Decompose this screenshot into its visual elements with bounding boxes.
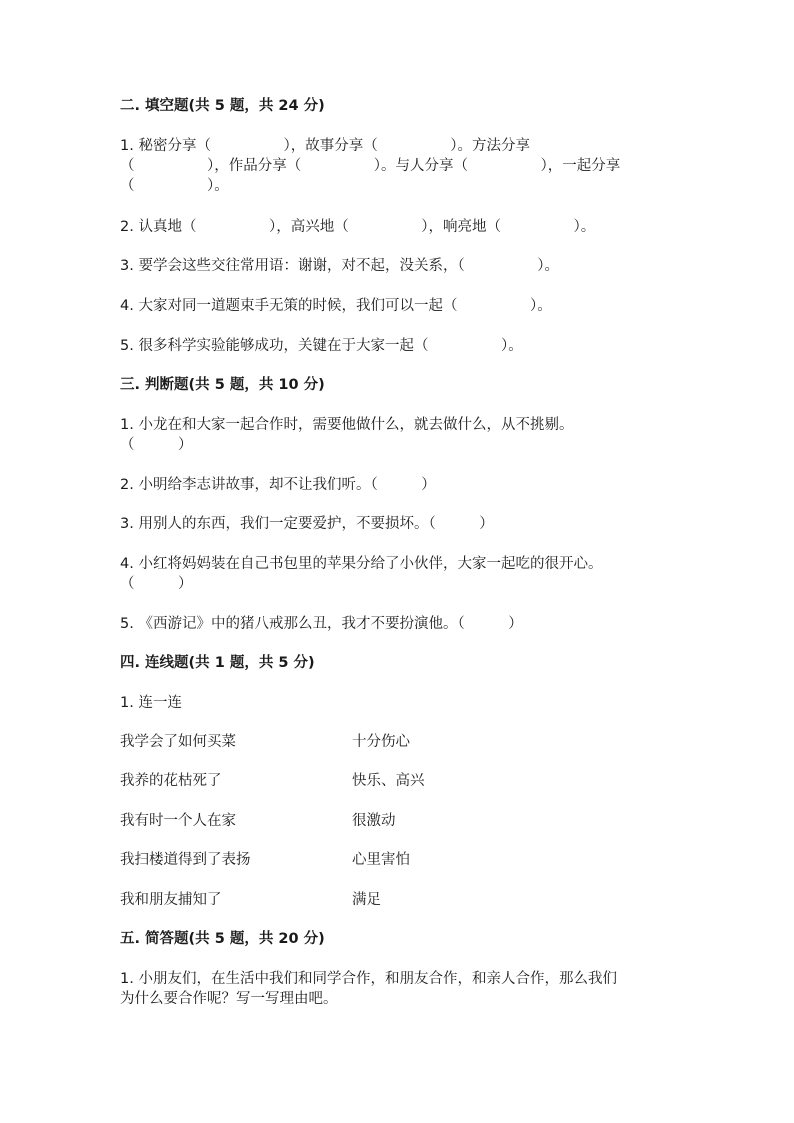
fill-q3: 3. 要学会这些交往常用语：谢谢，对不起，没关系，（ ）。	[120, 258, 559, 274]
match-right-item: 十分伤心	[352, 734, 410, 750]
fill-q1-line1: 1. 秘密分享（ ），故事分享（ ）。方法分享	[120, 138, 530, 154]
fill-q1-line3: （ ）。	[120, 178, 229, 194]
match-right-item: 心里害怕	[352, 852, 410, 868]
match-left-item: 我扫楼道得到了表扬	[120, 852, 251, 868]
fill-q1-line2: （ ），作品分享（ ）。与人分享（ ），一起分享	[120, 158, 621, 174]
fill-q5: 5. 很多科学实验能够成功，关键在于大家一起（ ）。	[120, 338, 523, 354]
judge-q3: 3. 用别人的东西，我们一定要爱护，不要损坏。（ ）	[120, 516, 494, 532]
judge-q2: 2. 小明给李志讲故事，却不让我们听。（ ）	[120, 477, 436, 493]
match-left-item: 我和朋友捕知了	[120, 892, 222, 908]
judge-q1-line2: （ ）	[120, 437, 193, 453]
fill-q4: 4. 大家对同一道题束手无策的时候，我们可以一起（ ）。	[120, 298, 552, 314]
short-q1-line2: 为什么要合作呢？写一写理由吧。	[120, 991, 338, 1007]
judge-q4-line1: 4. 小红将妈妈装在自己书包里的苹果分给了小伙伴，大家一起吃的很开心。	[120, 556, 603, 572]
section-heading-match: 四. 连线题(共 1 题，共 5 分)	[120, 655, 315, 671]
match-right-item: 满足	[352, 892, 381, 908]
section-heading-judge: 三. 判断题(共 5 题，共 10 分)	[120, 377, 325, 393]
judge-q4-line2: （ ）	[120, 576, 193, 592]
match-right-item: 快乐、高兴	[352, 773, 425, 789]
short-q1-line1: 1. 小朋友们，在生活中我们和同学合作，和朋友合作，和亲人合作，那么我们	[120, 971, 617, 987]
match-prompt: 1. 连一连	[120, 695, 182, 711]
match-left-item: 我有时一个人在家	[120, 813, 236, 829]
fill-q2: 2. 认真地（ ），高兴地（ ），响亮地（ ）。	[120, 219, 596, 235]
judge-q5: 5. 《西游记》中的猪八戒那么丑，我才不要扮演他。（ ）	[120, 616, 523, 632]
section-heading-fill-blank: 二. 填空题(共 5 题，共 24 分)	[120, 98, 325, 114]
judge-q1-line1: 1. 小龙在和大家一起合作时，需要他做什么，就去做什么，从不挑剔。	[120, 417, 574, 433]
match-left-item: 我养的花枯死了	[120, 773, 222, 789]
match-left-item: 我学会了如何买菜	[120, 734, 236, 750]
match-right-item: 很激动	[352, 813, 396, 829]
section-heading-short-answer: 五. 简答题(共 5 题，共 20 分)	[120, 931, 325, 947]
